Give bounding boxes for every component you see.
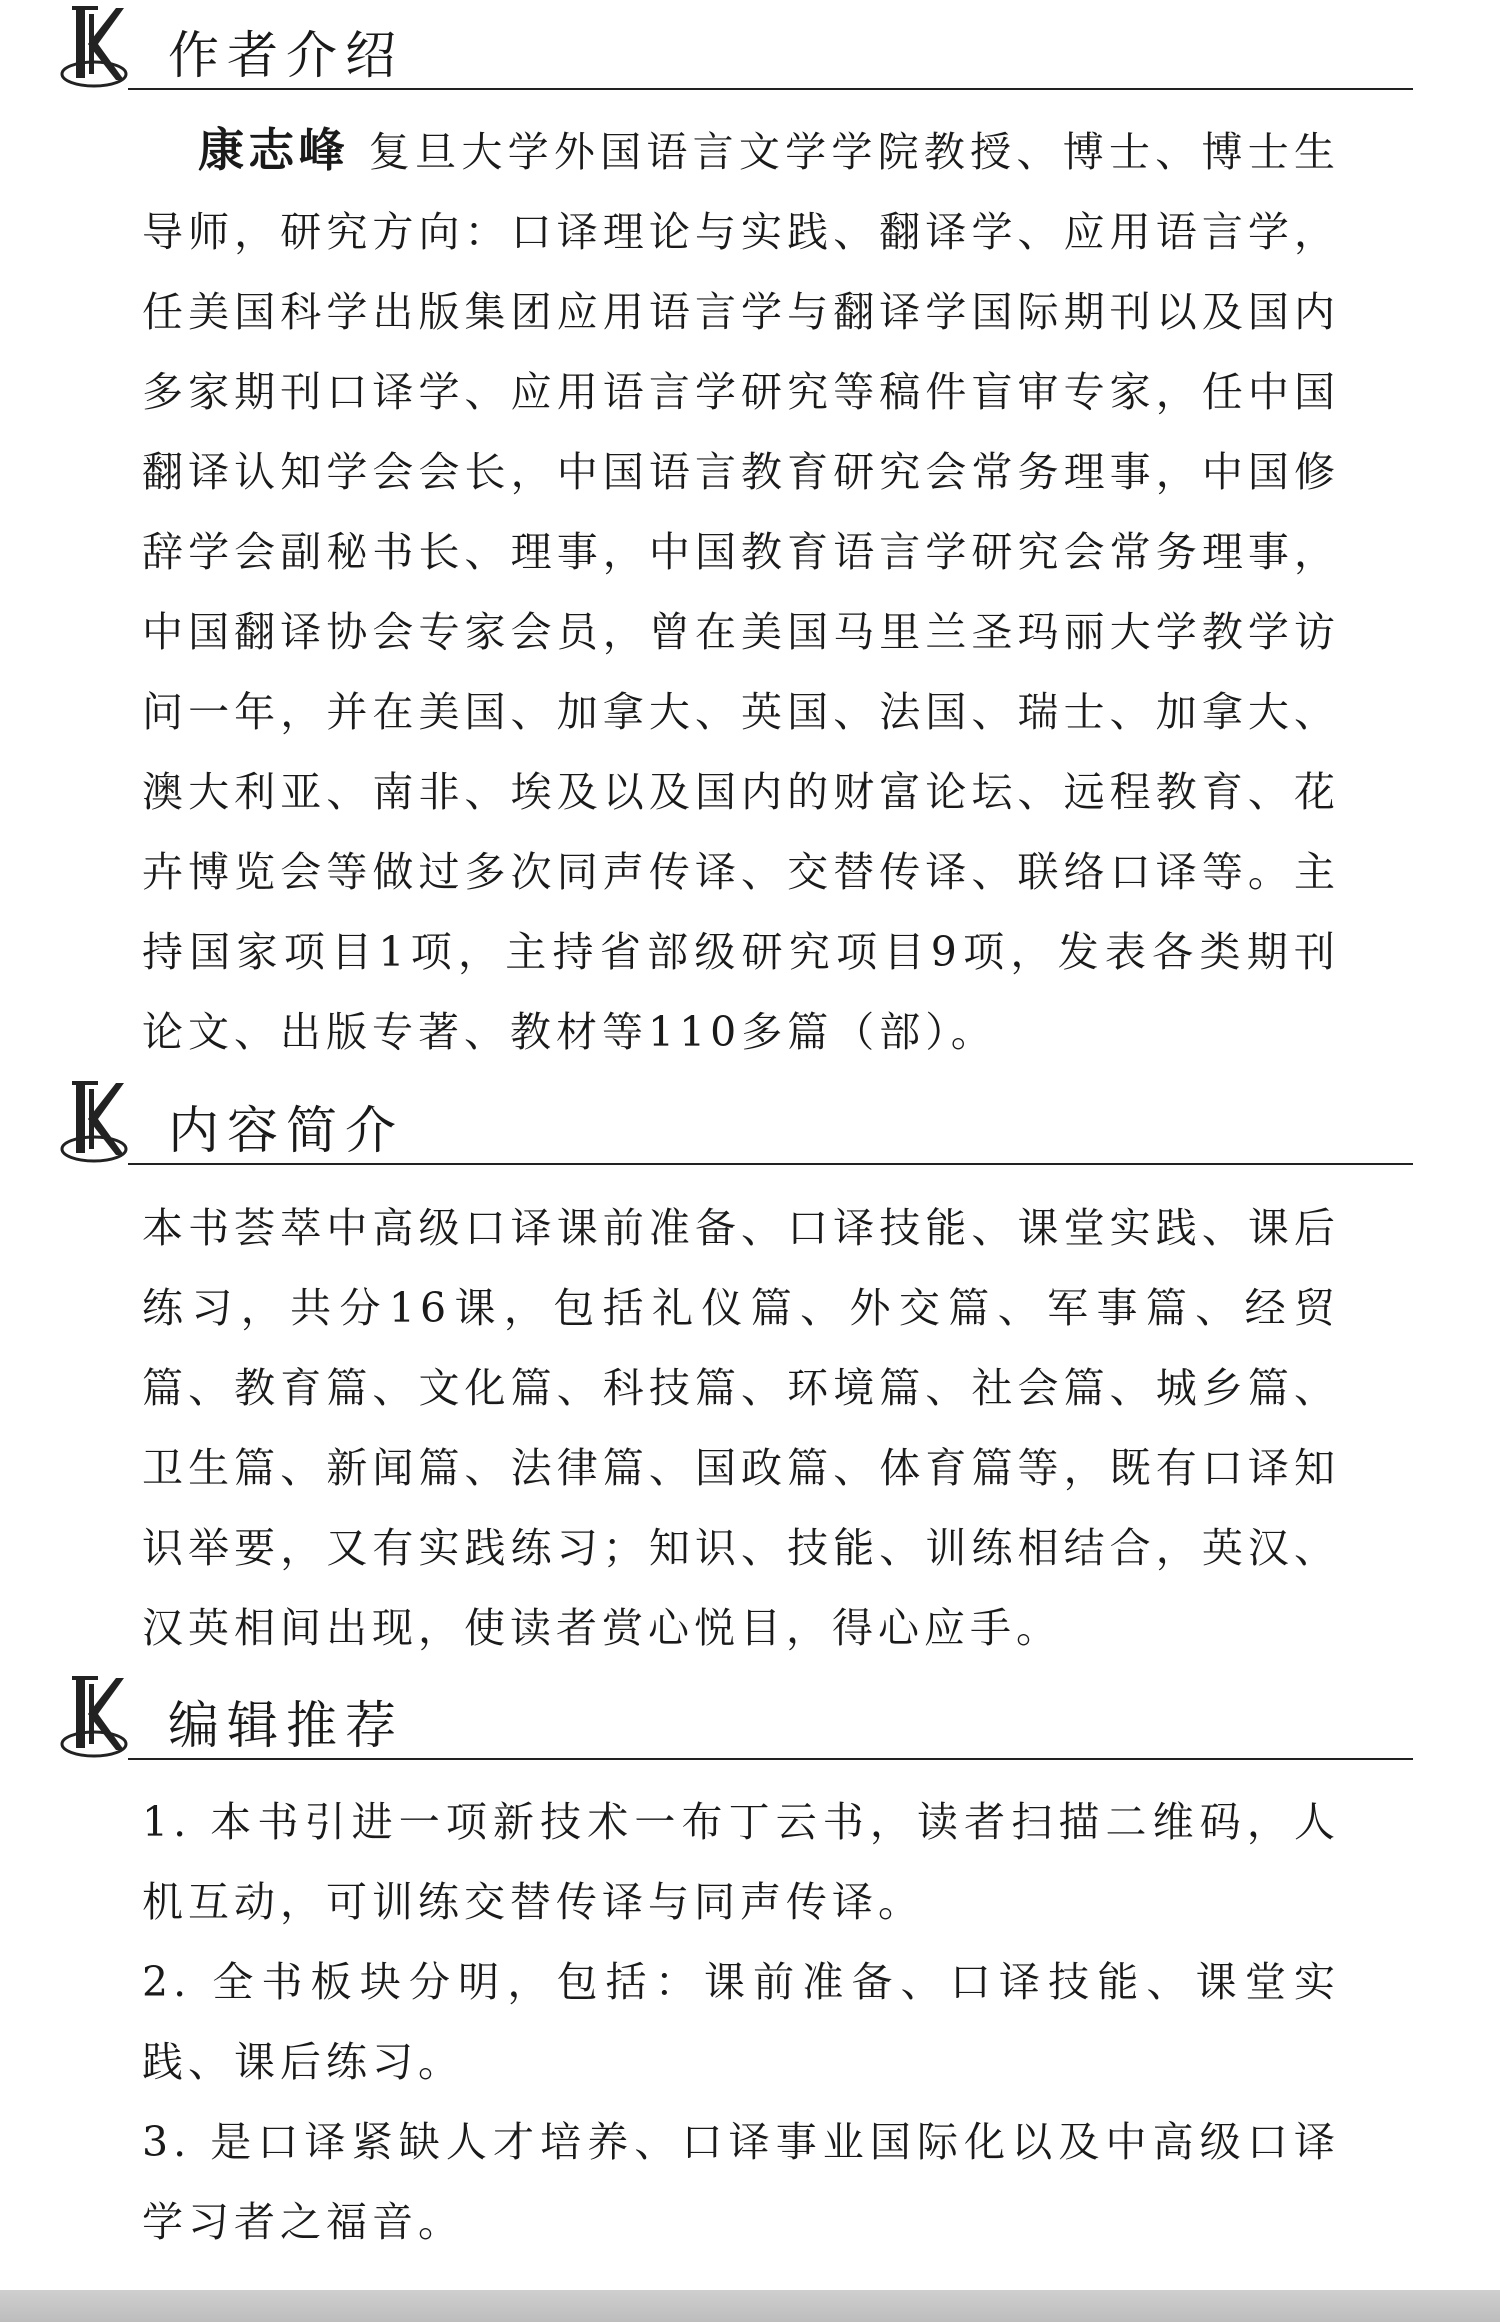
section-title-recommend: 编辑推荐 [168,1697,405,1756]
section-header-recommend [58,1670,1413,1770]
stylized-k-logo-icon [58,0,158,100]
section-divider [128,1163,1413,1165]
stylized-k-logo-icon [58,1670,158,1770]
section-title-author: 作者介绍 [168,27,405,86]
author-bio: 复旦大学外国语言文学学院教授、博士、博士生导师，研究方向：口译理论与实践、翻译学、应用语言学，任美国科学出版集团应用语言学与翻译学国际期刊以及国内多家期刊口译学、应用语言学研究等稿件盲审专家，任中国翻译认知学会会长，中国语言教育研究会常务理事，中国修辞学会副秘书长、理事，中国教育语言学研究会常务理事，中国翻译协会专家会员，曾在美国马里兰圣玛丽大学教学访问一年，并在美国、加拿大、英国、法国、瑞士、加拿大、澳大利亚、南非、埃及以及国内的财富论坛、远程教育、花卉博览会等做过多次同声传译、交替传译、联络口译等。主持国家项目1项，主持省部级研究项目9项，发表各类期刊论文、出版专著、教材等110多篇（部）。 [142,128,1341,1056]
summary-block [142,1188,1340,1668]
list-item: 3. 是口译紧缺人才培养、口译事业国际化以及中高级口译学习者之福音。 [142,2118,1340,2246]
recommend-list [142,1782,1340,2262]
section-divider [128,88,1413,90]
summary-text: 本书荟萃中高级口译课前准备、口译技能、课堂实践、课后练习，共分16课，包括礼仪篇、外交篇、军事篇、经贸篇、教育篇、文化篇、科技篇、环境篇、社会篇、城乡篇、卫生篇、新闻篇、法律篇、国政篇、体育篇等，既有口译知识举要，又有实践练习；知识、技能、训练相结合，英汉、汉英相间出现，使读者赏心悦目，得心应手。 [142,1204,1340,1652]
list-item: 2. 全书板块分明，包括：课前准备、口译技能、课堂实践、课后练习。 [142,1958,1340,2086]
list-item: 1. 本书引进一项新技术一布丁云书，读者扫描二维码，人机互动，可训练交替传译与同声传译。 [142,1798,1340,1926]
bottom-strip [0,2290,1500,2322]
author-name: 康志峰 [198,123,349,177]
section-header-summary [58,1075,1413,1175]
stylized-k-logo-icon [58,1075,158,1175]
section-divider [128,1758,1413,1760]
section-header-author [58,0,1413,100]
section-title-summary: 内容简介 [168,1102,405,1161]
author-bio-block [142,110,1340,1072]
